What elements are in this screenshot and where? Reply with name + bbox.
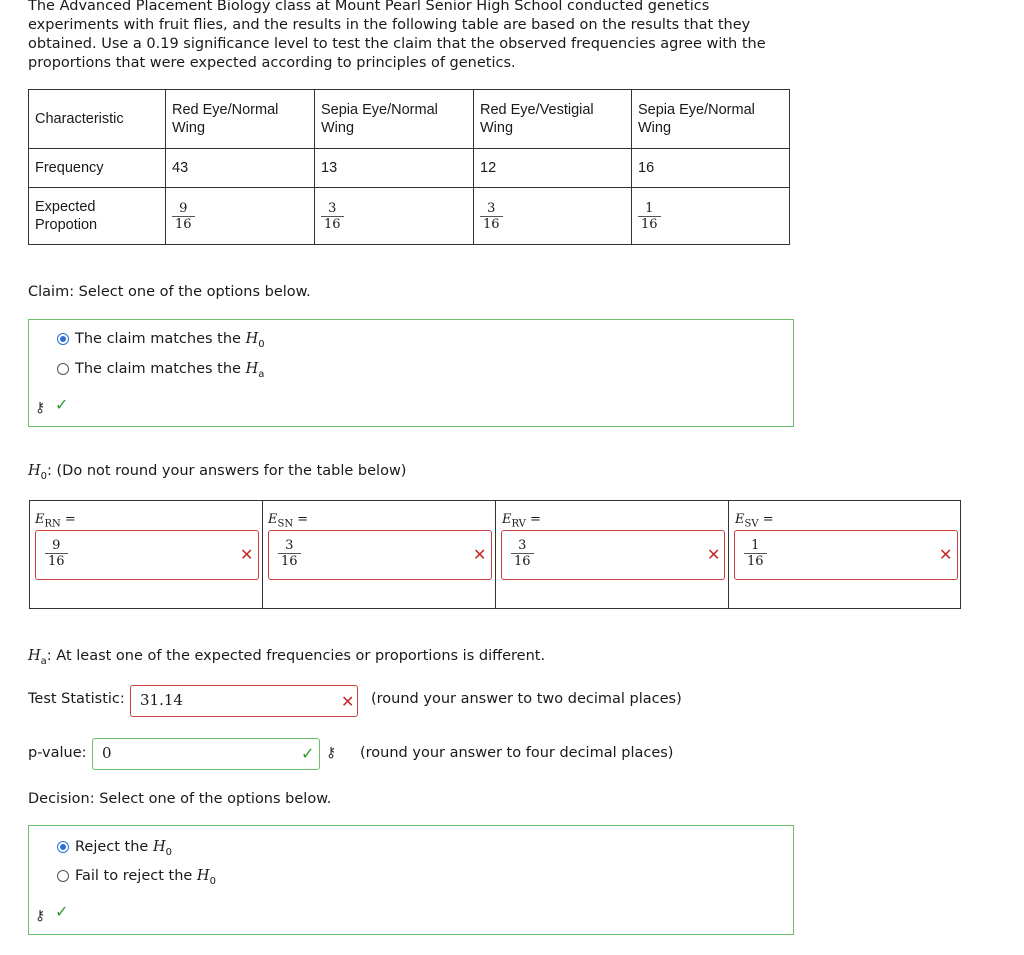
equals-sign: = <box>762 512 774 527</box>
test-statistic-hint: (round your answer to two decimal places) <box>371 691 682 707</box>
var-symbol: E <box>502 512 512 527</box>
claim-option-text: The claim matches the <box>75 331 241 347</box>
claim-option-text: The claim matches the <box>75 361 241 377</box>
table-header-col: Red Eye/Vestigial Wing <box>474 90 632 149</box>
numerator: 3 <box>328 200 337 216</box>
grid-divider <box>262 500 263 609</box>
h0-text: : (Do not round your answers for the table below) <box>47 463 407 479</box>
denominator: 16 <box>744 553 767 569</box>
key-icon[interactable]: ⚷ <box>326 745 337 761</box>
frequency-cell: 12 <box>474 149 632 188</box>
fraction <box>638 201 661 232</box>
test-statistic-input[interactable] <box>130 685 358 717</box>
h-subscript: 0 <box>165 846 172 858</box>
fraction <box>480 201 503 232</box>
h-subscript: 0 <box>209 875 216 887</box>
expected-cell <box>315 188 474 245</box>
fraction <box>511 538 534 569</box>
check-icon: ✓ <box>301 744 315 763</box>
numerator: 3 <box>518 538 527 553</box>
var-symbol: E <box>268 512 278 527</box>
decision-option-text: Fail to reject the <box>75 868 193 884</box>
numerator: 1 <box>751 538 760 553</box>
table-header-characteristic: Characteristic <box>29 90 166 149</box>
observed-data-table <box>28 89 790 245</box>
denominator: 16 <box>45 553 68 569</box>
check-icon: ✓ <box>55 395 69 414</box>
var-symbol: E <box>735 512 745 527</box>
numerator: 3 <box>487 200 496 216</box>
e-sv-label <box>735 512 774 530</box>
expected-proportion-label: Expected Propotion <box>29 188 166 245</box>
h-subscript: 0 <box>258 338 265 350</box>
expected-cell <box>632 188 790 245</box>
h-subscript: a <box>40 655 47 667</box>
x-icon: ✕ <box>473 545 487 564</box>
e-sn-label <box>268 512 308 530</box>
h-subscript: 0 <box>40 470 48 482</box>
numerator: 9 <box>179 200 188 216</box>
decision-option-fail[interactable] <box>75 868 216 887</box>
e-rv-label <box>502 512 541 530</box>
check-icon: ✓ <box>55 902 69 921</box>
denominator: 16 <box>172 216 195 232</box>
e-sv-input[interactable] <box>734 530 958 580</box>
var-symbol: E <box>35 512 45 527</box>
h-symbol: H <box>28 648 41 664</box>
x-icon: ✕ <box>939 545 953 564</box>
denominator: 16 <box>321 216 344 232</box>
var-subscript: SN <box>277 518 294 530</box>
frequency-cell: 13 <box>315 149 474 188</box>
decision-prompt: Decision: Select one of the options below. <box>28 791 332 807</box>
fraction <box>744 538 767 569</box>
grid-divider <box>728 500 729 609</box>
p-value-hint: (round your answer to four decimal places) <box>360 745 674 761</box>
fraction <box>172 201 195 232</box>
key-icon[interactable]: ⚷ <box>35 400 46 416</box>
equals-sign: = <box>297 512 309 527</box>
expected-cell <box>166 188 315 245</box>
numerator: 3 <box>285 538 294 553</box>
decision-option-text: Reject the <box>75 839 149 855</box>
expected-cell <box>474 188 632 245</box>
x-icon: ✕ <box>341 692 355 711</box>
test-statistic-label: Test Statistic: <box>28 691 125 707</box>
e-sn-input[interactable] <box>268 530 492 580</box>
p-value-input[interactable] <box>92 738 320 770</box>
decision-option-reject[interactable] <box>75 839 172 858</box>
p-value-value: 0 <box>102 744 112 762</box>
claim-option-ha[interactable] <box>75 361 264 380</box>
claim-radio-h0[interactable] <box>57 333 69 345</box>
equals-sign: = <box>530 512 541 527</box>
ha-text: : At least one of the expected frequencies or proportions is different. <box>46 648 546 664</box>
claim-radio-ha[interactable] <box>57 363 69 375</box>
p-value-label: p-value: <box>28 745 87 761</box>
key-icon[interactable]: ⚷ <box>35 908 46 924</box>
equals-sign: = <box>64 512 76 527</box>
claim-option-h0[interactable] <box>75 331 265 350</box>
numerator: 9 <box>52 538 61 553</box>
frequency-cell: 16 <box>632 149 790 188</box>
frequency-cell: 43 <box>166 149 315 188</box>
test-statistic-value: 31.14 <box>140 691 183 709</box>
problem-statement: The Advanced Placement Biology class at Mount Pearl Senior High School conducted genetics experiments with fruit flies, and the results in the following table are based on the results that they obtained. Use a 0.19 significance level to test the claim that the observed frequencies agree with the proportions that were expected according to principles of genetics. <box>28 0 766 71</box>
h0-statement <box>28 463 406 482</box>
numerator: 1 <box>645 200 654 216</box>
fraction <box>321 201 344 232</box>
e-rn-label <box>35 512 76 530</box>
e-rn-input[interactable] <box>35 530 259 580</box>
var-subscript: RV <box>511 518 526 530</box>
h-symbol: H <box>196 868 210 884</box>
claim-prompt: Claim: Select one of the options below. <box>28 284 311 300</box>
h-subscript: a <box>258 368 265 380</box>
e-rv-input[interactable] <box>501 530 725 580</box>
fraction <box>45 538 68 569</box>
denominator: 16 <box>511 553 534 569</box>
h-symbol: H <box>28 463 41 479</box>
table-header-col: Sepia Eye/Normal Wing <box>315 90 474 149</box>
var-subscript: RN <box>44 518 61 530</box>
frequency-label: Frequency <box>29 149 166 188</box>
decision-radio-reject[interactable] <box>57 841 69 853</box>
h-symbol: H <box>245 361 259 377</box>
table-header-col: Sepia Eye/Normal Wing <box>632 90 790 149</box>
x-icon: ✕ <box>240 545 254 564</box>
h-symbol: H <box>152 839 166 855</box>
fraction <box>278 538 301 569</box>
denominator: 16 <box>638 216 661 232</box>
table-header-col: Red Eye/Normal Wing <box>166 90 315 149</box>
denominator: 16 <box>480 216 503 232</box>
denominator: 16 <box>278 553 301 569</box>
ha-statement <box>28 648 545 667</box>
grid-divider <box>495 500 496 609</box>
decision-radio-fail[interactable] <box>57 870 69 882</box>
var-subscript: SV <box>744 518 759 530</box>
x-icon: ✕ <box>707 545 721 564</box>
h-symbol: H <box>245 331 259 347</box>
